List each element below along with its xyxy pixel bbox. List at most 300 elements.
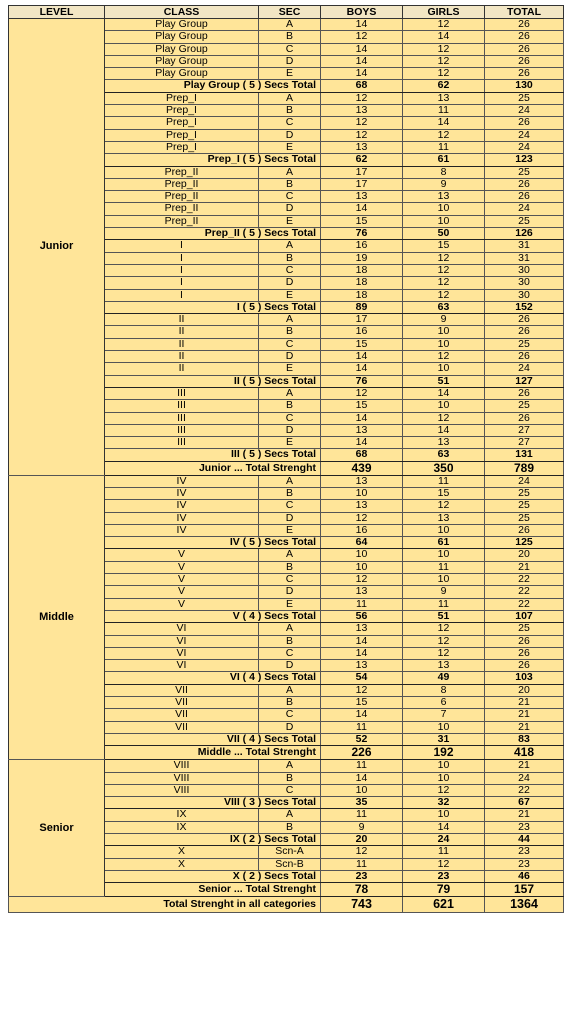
subtotal-girls: 51 [403, 375, 485, 387]
subtotal-total: 125 [485, 537, 564, 549]
class-cell: III [105, 424, 259, 436]
section-cell: B [259, 561, 321, 573]
class-cell: VIII [105, 784, 259, 796]
girls-cell: 10 [403, 400, 485, 412]
class-cell: Prep_II [105, 166, 259, 178]
overall-total-row [9, 897, 564, 913]
section-cell: B [259, 252, 321, 264]
level-label: Junior [9, 19, 105, 476]
boys-cell: 13 [321, 141, 403, 153]
section-cell: B [259, 697, 321, 709]
level-total-boys: 439 [321, 461, 403, 475]
header-boys: BOYS [321, 6, 403, 19]
total-cell: 26 [485, 31, 564, 43]
total-cell: 27 [485, 424, 564, 436]
class-cell: V [105, 598, 259, 610]
subtotal-boys: 52 [321, 733, 403, 745]
subtotal-total: 131 [485, 449, 564, 461]
class-cell: Prep_II [105, 191, 259, 203]
subtotal-girls: 32 [403, 797, 485, 809]
section-cell: D [259, 586, 321, 598]
level-label: Middle [9, 475, 105, 760]
class-cell: VII [105, 697, 259, 709]
girls-cell: 13 [403, 92, 485, 104]
girls-cell: 12 [403, 129, 485, 141]
total-cell: 25 [485, 500, 564, 512]
boys-cell: 13 [321, 105, 403, 117]
class-cell: I [105, 252, 259, 264]
girls-cell: 14 [403, 117, 485, 129]
section-cell: C [259, 412, 321, 424]
section-cell: C [259, 647, 321, 659]
boys-cell: 12 [321, 387, 403, 399]
boys-cell: 11 [321, 721, 403, 733]
section-cell: A [259, 92, 321, 104]
class-cell: Play Group [105, 55, 259, 67]
total-cell: 26 [485, 387, 564, 399]
girls-cell: 12 [403, 784, 485, 796]
total-cell: 27 [485, 437, 564, 449]
header-girls: GIRLS [403, 6, 485, 19]
girls-cell: 12 [403, 351, 485, 363]
boys-cell: 14 [321, 351, 403, 363]
section-cell: D [259, 203, 321, 215]
boys-cell: 14 [321, 709, 403, 721]
boys-cell: 12 [321, 129, 403, 141]
total-cell: 24 [485, 203, 564, 215]
section-cell: C [259, 43, 321, 55]
boys-cell: 17 [321, 166, 403, 178]
total-cell: 22 [485, 574, 564, 586]
section-cell: A [259, 240, 321, 252]
section-cell: E [259, 215, 321, 227]
girls-cell: 11 [403, 141, 485, 153]
girls-cell: 14 [403, 424, 485, 436]
girls-cell: 12 [403, 647, 485, 659]
subtotal-label: Play Group ( 5 ) Secs Total [105, 80, 321, 92]
section-cell: D [259, 660, 321, 672]
boys-cell: 14 [321, 55, 403, 67]
section-cell: B [259, 326, 321, 338]
total-cell: 26 [485, 191, 564, 203]
boys-cell: 16 [321, 326, 403, 338]
class-cell: IV [105, 475, 259, 487]
boys-cell: 18 [321, 289, 403, 301]
subtotal-girls: 49 [403, 672, 485, 684]
class-cell: Play Group [105, 68, 259, 80]
girls-cell: 10 [403, 549, 485, 561]
subtotal-boys: 64 [321, 537, 403, 549]
girls-cell: 10 [403, 363, 485, 375]
subtotal-total: 126 [485, 228, 564, 240]
subtotal-label: III ( 5 ) Secs Total [105, 449, 321, 461]
overall-total-boys: 743 [321, 897, 403, 913]
table-row [9, 19, 564, 31]
total-cell: 20 [485, 549, 564, 561]
section-cell: C [259, 500, 321, 512]
subtotal-label: Prep_I ( 5 ) Secs Total [105, 154, 321, 166]
boys-cell: 18 [321, 264, 403, 276]
class-cell: VII [105, 709, 259, 721]
section-cell: C [259, 784, 321, 796]
total-cell: 26 [485, 351, 564, 363]
section-cell: E [259, 289, 321, 301]
boys-cell: 14 [321, 363, 403, 375]
boys-cell: 9 [321, 821, 403, 833]
header-total: TOTAL [485, 6, 564, 19]
subtotal-girls: 61 [403, 154, 485, 166]
strength-report [8, 5, 564, 913]
section-cell: A [259, 387, 321, 399]
subtotal-total: 123 [485, 154, 564, 166]
subtotal-label: VIII ( 3 ) Secs Total [105, 797, 321, 809]
boys-cell: 15 [321, 400, 403, 412]
boys-cell: 16 [321, 524, 403, 536]
girls-cell: 11 [403, 105, 485, 117]
girls-cell: 12 [403, 264, 485, 276]
subtotal-label: VII ( 4 ) Secs Total [105, 733, 321, 745]
class-cell: Prep_I [105, 129, 259, 141]
total-cell: 25 [485, 487, 564, 499]
section-cell: A [259, 314, 321, 326]
class-cell: Play Group [105, 43, 259, 55]
subtotal-total: 130 [485, 80, 564, 92]
boys-cell: 10 [321, 487, 403, 499]
section-cell: B [259, 400, 321, 412]
boys-cell: 17 [321, 178, 403, 190]
section-cell: E [259, 437, 321, 449]
total-cell: 23 [485, 858, 564, 870]
header-row [9, 6, 564, 19]
girls-cell: 12 [403, 858, 485, 870]
section-cell: A [259, 166, 321, 178]
subtotal-label: X ( 2 ) Secs Total [105, 870, 321, 882]
class-cell: VII [105, 684, 259, 696]
subtotal-total: 127 [485, 375, 564, 387]
class-cell: VI [105, 623, 259, 635]
level-total-boys: 78 [321, 883, 403, 897]
class-cell: VI [105, 647, 259, 659]
total-cell: 21 [485, 709, 564, 721]
level-total-girls: 192 [403, 746, 485, 760]
section-cell: A [259, 549, 321, 561]
class-cell: VIII [105, 772, 259, 784]
level-total-label: Middle ... Total Strenght [105, 746, 321, 760]
girls-cell: 12 [403, 500, 485, 512]
header-sec: SEC [259, 6, 321, 19]
class-cell: IX [105, 821, 259, 833]
subtotal-girls: 61 [403, 537, 485, 549]
boys-cell: 12 [321, 574, 403, 586]
boys-cell: 12 [321, 92, 403, 104]
subtotal-total: 83 [485, 733, 564, 745]
total-cell: 30 [485, 289, 564, 301]
section-cell: B [259, 487, 321, 499]
girls-cell: 9 [403, 178, 485, 190]
total-cell: 23 [485, 821, 564, 833]
boys-cell: 17 [321, 314, 403, 326]
section-cell: D [259, 55, 321, 67]
class-cell: IV [105, 512, 259, 524]
boys-cell: 10 [321, 784, 403, 796]
girls-cell: 13 [403, 191, 485, 203]
girls-cell: 8 [403, 684, 485, 696]
level-total-total: 789 [485, 461, 564, 475]
header-level: LEVEL [9, 6, 105, 19]
total-cell: 26 [485, 660, 564, 672]
subtotal-boys: 62 [321, 154, 403, 166]
boys-cell: 13 [321, 500, 403, 512]
boys-cell: 13 [321, 660, 403, 672]
subtotal-boys: 68 [321, 449, 403, 461]
total-cell: 26 [485, 647, 564, 659]
overall-total-label: Total Strenght in all categories [9, 897, 321, 913]
boys-cell: 13 [321, 475, 403, 487]
section-cell: D [259, 129, 321, 141]
table-row [9, 475, 564, 487]
subtotal-total: 107 [485, 610, 564, 622]
girls-cell: 14 [403, 387, 485, 399]
class-cell: II [105, 363, 259, 375]
level-total-label: Junior ... Total Strenght [105, 461, 321, 475]
class-cell: IV [105, 500, 259, 512]
subtotal-girls: 51 [403, 610, 485, 622]
section-cell: Scn-A [259, 846, 321, 858]
section-cell: C [259, 191, 321, 203]
class-cell: Play Group [105, 19, 259, 31]
total-cell: 22 [485, 598, 564, 610]
level-total-girls: 79 [403, 883, 485, 897]
subtotal-boys: 56 [321, 610, 403, 622]
subtotal-label: I ( 5 ) Secs Total [105, 301, 321, 313]
class-cell: V [105, 549, 259, 561]
boys-cell: 14 [321, 437, 403, 449]
subtotal-total: 44 [485, 834, 564, 846]
boys-cell: 14 [321, 19, 403, 31]
total-cell: 26 [485, 19, 564, 31]
total-cell: 25 [485, 338, 564, 350]
section-cell: C [259, 338, 321, 350]
girls-cell: 10 [403, 760, 485, 772]
section-cell: A [259, 475, 321, 487]
girls-cell: 13 [403, 512, 485, 524]
total-cell: 26 [485, 178, 564, 190]
subtotal-girls: 62 [403, 80, 485, 92]
subtotal-label: VI ( 4 ) Secs Total [105, 672, 321, 684]
girls-cell: 12 [403, 68, 485, 80]
total-cell: 20 [485, 684, 564, 696]
subtotal-girls: 50 [403, 228, 485, 240]
girls-cell: 9 [403, 314, 485, 326]
boys-cell: 15 [321, 697, 403, 709]
total-cell: 26 [485, 43, 564, 55]
total-cell: 21 [485, 561, 564, 573]
girls-cell: 10 [403, 772, 485, 784]
total-cell: 26 [485, 117, 564, 129]
section-cell: C [259, 709, 321, 721]
boys-cell: 14 [321, 635, 403, 647]
subtotal-girls: 23 [403, 870, 485, 882]
strength-table [8, 5, 564, 913]
class-cell: X [105, 858, 259, 870]
boys-cell: 12 [321, 512, 403, 524]
section-cell: B [259, 31, 321, 43]
girls-cell: 15 [403, 240, 485, 252]
total-cell: 25 [485, 400, 564, 412]
total-cell: 24 [485, 772, 564, 784]
subtotal-girls: 31 [403, 733, 485, 745]
section-cell: E [259, 524, 321, 536]
girls-cell: 7 [403, 709, 485, 721]
class-cell: I [105, 240, 259, 252]
class-cell: V [105, 586, 259, 598]
girls-cell: 6 [403, 697, 485, 709]
section-cell: E [259, 68, 321, 80]
level-total-label: Senior ... Total Strenght [105, 883, 321, 897]
level-label: Senior [9, 760, 105, 897]
section-cell: A [259, 809, 321, 821]
boys-cell: 11 [321, 809, 403, 821]
girls-cell: 11 [403, 561, 485, 573]
subtotal-boys: 76 [321, 228, 403, 240]
boys-cell: 11 [321, 858, 403, 870]
subtotal-boys: 68 [321, 80, 403, 92]
section-cell: E [259, 141, 321, 153]
class-cell: Prep_II [105, 215, 259, 227]
total-cell: 26 [485, 412, 564, 424]
total-cell: 25 [485, 166, 564, 178]
girls-cell: 10 [403, 574, 485, 586]
level-total-total: 157 [485, 883, 564, 897]
boys-cell: 14 [321, 412, 403, 424]
section-cell: D [259, 351, 321, 363]
girls-cell: 12 [403, 277, 485, 289]
class-cell: IV [105, 487, 259, 499]
boys-cell: 13 [321, 623, 403, 635]
class-cell: II [105, 326, 259, 338]
class-cell: Prep_I [105, 92, 259, 104]
subtotal-boys: 20 [321, 834, 403, 846]
subtotal-boys: 54 [321, 672, 403, 684]
total-cell: 21 [485, 697, 564, 709]
total-cell: 30 [485, 264, 564, 276]
section-cell: E [259, 598, 321, 610]
boys-cell: 13 [321, 424, 403, 436]
section-cell: A [259, 19, 321, 31]
total-cell: 30 [485, 277, 564, 289]
boys-cell: 14 [321, 647, 403, 659]
girls-cell: 15 [403, 487, 485, 499]
boys-cell: 12 [321, 31, 403, 43]
boys-cell: 15 [321, 338, 403, 350]
section-cell: B [259, 178, 321, 190]
class-cell: III [105, 400, 259, 412]
total-cell: 24 [485, 141, 564, 153]
section-cell: B [259, 105, 321, 117]
girls-cell: 9 [403, 586, 485, 598]
class-cell: IX [105, 809, 259, 821]
class-cell: VII [105, 721, 259, 733]
girls-cell: 13 [403, 660, 485, 672]
header-class: CLASS [105, 6, 259, 19]
subtotal-girls: 63 [403, 449, 485, 461]
total-cell: 26 [485, 314, 564, 326]
total-cell: 26 [485, 635, 564, 647]
class-cell: VI [105, 660, 259, 672]
subtotal-girls: 63 [403, 301, 485, 313]
boys-cell: 10 [321, 561, 403, 573]
girls-cell: 12 [403, 289, 485, 301]
class-cell: Prep_I [105, 105, 259, 117]
total-cell: 21 [485, 760, 564, 772]
class-cell: X [105, 846, 259, 858]
section-cell: D [259, 721, 321, 733]
subtotal-total: 67 [485, 797, 564, 809]
subtotal-label: Prep_II ( 5 ) Secs Total [105, 228, 321, 240]
subtotal-boys: 89 [321, 301, 403, 313]
total-cell: 25 [485, 92, 564, 104]
section-cell: A [259, 760, 321, 772]
class-cell: Prep_II [105, 178, 259, 190]
girls-cell: 10 [403, 809, 485, 821]
boys-cell: 14 [321, 203, 403, 215]
boys-cell: 11 [321, 760, 403, 772]
class-cell: II [105, 338, 259, 350]
boys-cell: 11 [321, 598, 403, 610]
boys-cell: 14 [321, 772, 403, 784]
section-cell: D [259, 424, 321, 436]
boys-cell: 13 [321, 586, 403, 598]
subtotal-label: IX ( 2 ) Secs Total [105, 834, 321, 846]
subtotal-total: 103 [485, 672, 564, 684]
subtotal-label: V ( 4 ) Secs Total [105, 610, 321, 622]
level-total-total: 418 [485, 746, 564, 760]
class-cell: VI [105, 635, 259, 647]
class-cell: Prep_II [105, 203, 259, 215]
class-cell: II [105, 314, 259, 326]
girls-cell: 12 [403, 635, 485, 647]
section-cell: C [259, 264, 321, 276]
total-cell: 31 [485, 252, 564, 264]
girls-cell: 12 [403, 19, 485, 31]
total-cell: 22 [485, 784, 564, 796]
boys-cell: 15 [321, 215, 403, 227]
overall-total-total: 1364 [485, 897, 564, 913]
subtotal-label: IV ( 5 ) Secs Total [105, 537, 321, 549]
girls-cell: 10 [403, 524, 485, 536]
boys-cell: 12 [321, 846, 403, 858]
boys-cell: 10 [321, 549, 403, 561]
total-cell: 21 [485, 809, 564, 821]
class-cell: IV [105, 524, 259, 536]
class-cell: I [105, 264, 259, 276]
class-cell: VIII [105, 760, 259, 772]
table-body [9, 19, 564, 913]
section-cell: Scn-B [259, 858, 321, 870]
class-cell: I [105, 277, 259, 289]
girls-cell: 10 [403, 215, 485, 227]
section-cell: C [259, 117, 321, 129]
girls-cell: 12 [403, 43, 485, 55]
total-cell: 25 [485, 215, 564, 227]
section-cell: B [259, 821, 321, 833]
total-cell: 26 [485, 68, 564, 80]
boys-cell: 12 [321, 117, 403, 129]
total-cell: 24 [485, 105, 564, 117]
subtotal-boys: 23 [321, 870, 403, 882]
total-cell: 24 [485, 363, 564, 375]
boys-cell: 18 [321, 277, 403, 289]
